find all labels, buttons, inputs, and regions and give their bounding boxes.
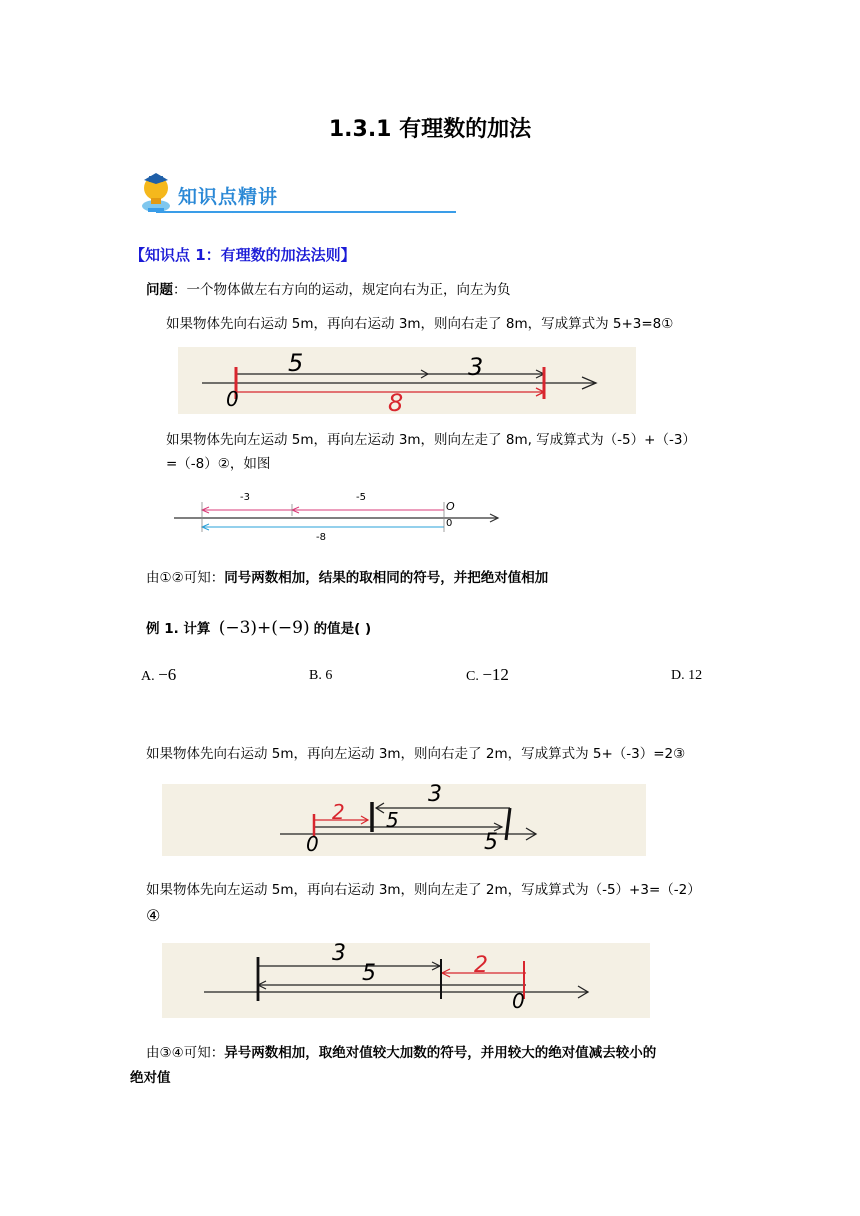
option-value: 12 [688,668,703,683]
case1-text: 如果物体先向右运动 5m，再向右运动 3m，则向右走了 8m，写成算式为 5+3=8① [166,316,674,332]
figure-label-0: 0 [512,989,525,1013]
conclusion1-text: 同号两数相加，结果的取相同的符号，并把绝对值相加 [224,570,549,586]
figure-label-5-end: 5 [484,830,498,855]
figure-label-5: 5 [288,349,304,377]
figure-label-minus5: -5 [356,492,366,503]
case4-text-line1: 如果物体先向左运动 5m，再向右运动 3m，则向左走了 2m，写成算式为（-5）+3=（-2） [146,882,701,898]
case2-text-line1: 如果物体先向左运动 5m，再向左运动 3m，则向左走了 8m, 写成算式为（-5）+（-3） [166,432,696,448]
figure-label-0: 0 [306,832,319,856]
option-letter: B. [309,668,322,683]
page-title: 1.3.1 有理数的加法 [328,117,532,142]
option-value: 6 [325,668,333,683]
figure-label-0: 0 [226,387,239,411]
problem-statement [146,280,511,300]
figure-label-0: 0 [446,518,453,529]
knowledge-point-heading: 【知识点 1：有理数的加法法则】 [130,246,356,264]
example1-suffix: 的值是( ) [313,621,372,637]
example1 [146,618,371,639]
figure-label-8: 8 [388,389,404,417]
option-d[interactable] [671,668,702,684]
case2-text-line2: =（-8）②，如图 [166,456,271,472]
section-title: 知识点精讲 [178,186,279,208]
figure-label-3: 3 [332,941,346,966]
option-b[interactable] [309,668,332,684]
figure-label-3: 3 [428,782,442,807]
conclusion2-line1 [146,1043,656,1063]
figure-label-minus3: -3 [240,492,250,503]
lightbulb-icon [134,170,178,216]
option-value: −12 [482,665,509,684]
figure-label-minus8: -8 [316,532,326,543]
problem-text: ：一个物体做左右方向的运动，规定向右为正，向左为负 [173,282,511,298]
example1-expression: (−3)+(−9) [218,618,310,638]
conclusion1-prefix: 由①②可知： [146,570,225,586]
figure-label-origin: O [446,500,455,513]
conclusion2-text: 异号两数相加，取绝对值较大加数的符号，并用较大的绝对值减去较小的 [224,1045,657,1061]
option-a[interactable] [141,665,176,685]
example1-label: 例 1. 计算 [146,621,211,637]
conclusion1 [146,568,548,588]
case4-figure [162,943,650,1018]
problem-label: 问题 [146,282,173,298]
case1-figure [178,347,636,417]
option-c[interactable] [466,665,509,685]
option-letter: D. [671,668,685,683]
case3-text: 如果物体先向右运动 5m，再向左运动 3m，则向右走了 2m，写成算式为 5+（-3）=2③ [146,746,686,762]
figure-label-3: 3 [468,353,484,381]
conclusion2-prefix: 由③④可知： [146,1045,225,1061]
option-letter: C. [466,669,479,684]
option-letter: A. [141,669,155,684]
case4-text-line2: ④ [146,906,161,925]
conclusion2-line2: 绝对值 [130,1070,171,1086]
option-value: −6 [158,665,177,684]
figure-label-2: 2 [474,953,488,978]
figure-label-5: 5 [386,808,399,832]
figure-label-2: 2 [332,800,345,824]
case2-figure [170,488,506,548]
section-underline [156,211,456,213]
case3-figure [162,784,646,856]
figure-label-5: 5 [362,961,376,986]
